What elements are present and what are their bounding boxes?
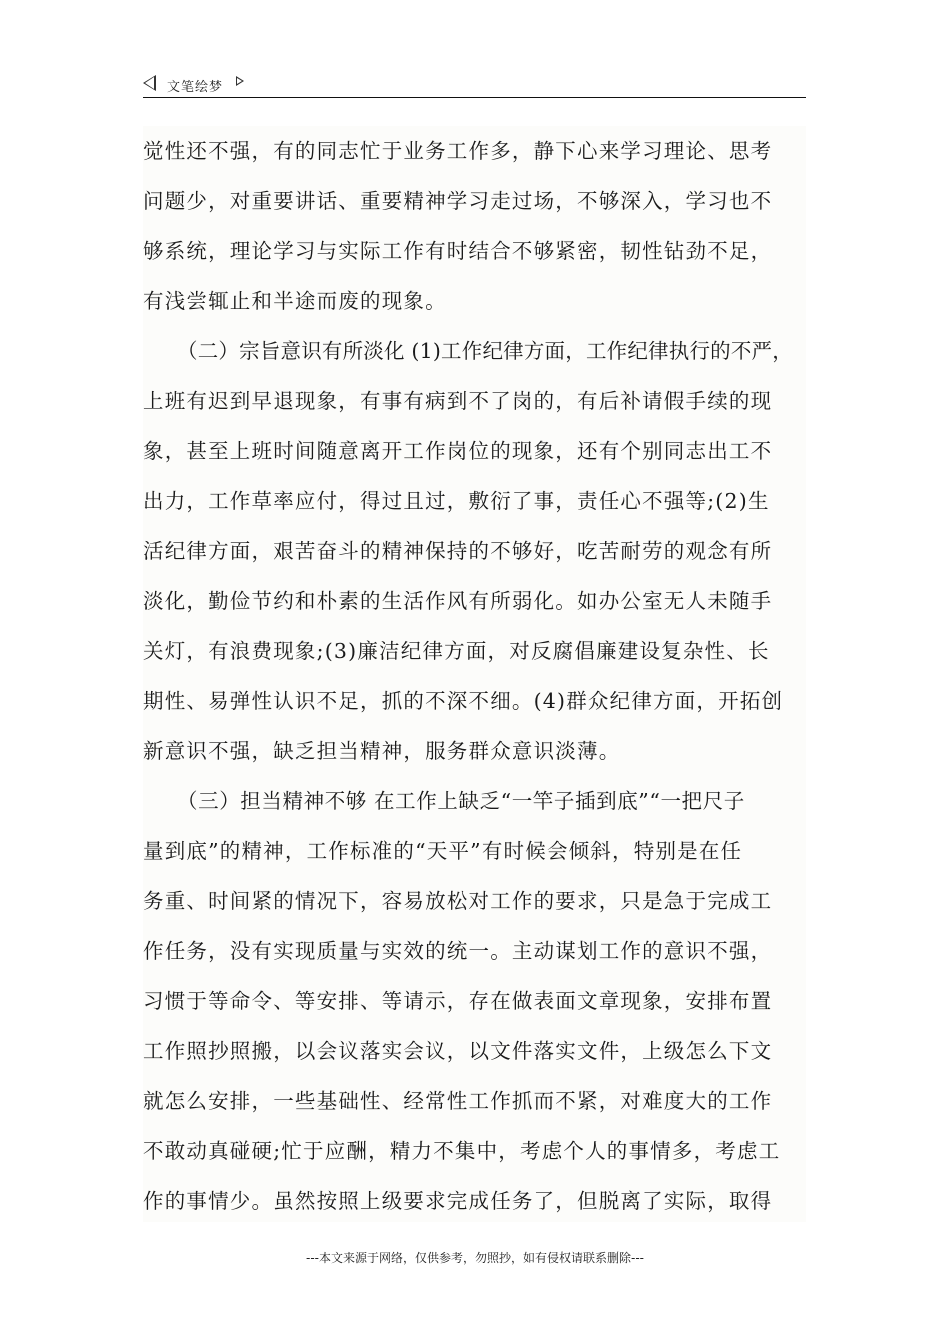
text-line: 活纪律方面，艰苦奋斗的精神保持的不够好，吃苦耐劳的观念有所 (143, 539, 773, 563)
text-line: 新意识不强，缺乏担当精神，服务群众意识淡薄。 (143, 739, 621, 763)
text-line: 作的事情少。虽然按照上级要求完成任务了，但脱离了实际，取得 (143, 1189, 773, 1213)
text-line: 作任务，没有实现质量与实效的统一。主动谋划工作的意识不强， (143, 939, 773, 963)
header-divider (143, 97, 806, 98)
text-line: 象，甚至上班时间随意离开工作岗位的现象，还有个别同志出工不 (143, 439, 773, 463)
document-body (143, 126, 806, 1222)
text-line: 工作照抄照搬，以会议落实会议，以文件落实文件，上级怎么下文 (143, 1039, 773, 1063)
section-heading-line: （三）担当精神不够 在工作上缺乏“一竿子插到底”“一把尺子 (177, 789, 745, 813)
brand-label: 文笔绘梦 (167, 80, 224, 95)
page-header (143, 72, 806, 98)
text-line: 期性、易弹性认识不足，抓的不深不细。(4)群众纪律方面，开拓创 (143, 689, 784, 713)
text-line: 上班有迟到早退现象，有事有病到不了岗的，有后补请假手续的现 (143, 389, 773, 413)
text-line: 务重、时间紧的情况下，容易放松对工作的要求，只是急于完成工 (143, 889, 773, 913)
text-line: 淡化，勤俭节约和朴素的生活作风有所弱化。如办公室无人未随手 (143, 589, 773, 613)
text-line: 出力，工作草率应付，得过且过，敷衍了事，责任心不强等;(2)生 (143, 489, 770, 513)
text-line: 不敢动真碰硬;忙于应酬，精力不集中，考虑个人的事情多，考虑工 (143, 1139, 781, 1163)
text-line: 够系统，理论学习与实际工作有时结合不够紧密，韧性钻劲不足， (143, 239, 773, 263)
section-heading-line: （二）宗旨意识有所淡化 (1)工作纪律方面，工作纪律执行的不严， (177, 339, 793, 363)
text-line: 问题少，对重要讲话、重要精神学习走过场，不够深入，学习也不 (143, 189, 773, 213)
text-line: 就怎么安排，一些基础性、经常性工作抓而不紧，对难度大的工作 (143, 1089, 773, 1113)
text-line: 有浅尝辄止和半途而废的现象。 (143, 289, 447, 313)
text-line: 量到底”的精神，工作标准的“天平”有时候会倾斜，特别是在任 (143, 839, 743, 863)
triangle-left-icon (143, 75, 156, 91)
footer-disclaimer: ---本文来源于网络，仅供参考，勿照抄，如有侵权请联系删除--- (306, 1251, 644, 1265)
triangle-right-icon (236, 76, 244, 86)
text-line: 觉性还不强，有的同志忙于业务工作多，静下心来学习理论、思考 (143, 139, 773, 163)
text-line: 关灯，有浪费现象;(3)廉洁纪律方面，对反腐倡廉建设复杂性、长 (143, 639, 770, 663)
text-line: 习惯于等命令、等安排、等请示，存在做表面文章现象，安排布置 (143, 989, 773, 1013)
